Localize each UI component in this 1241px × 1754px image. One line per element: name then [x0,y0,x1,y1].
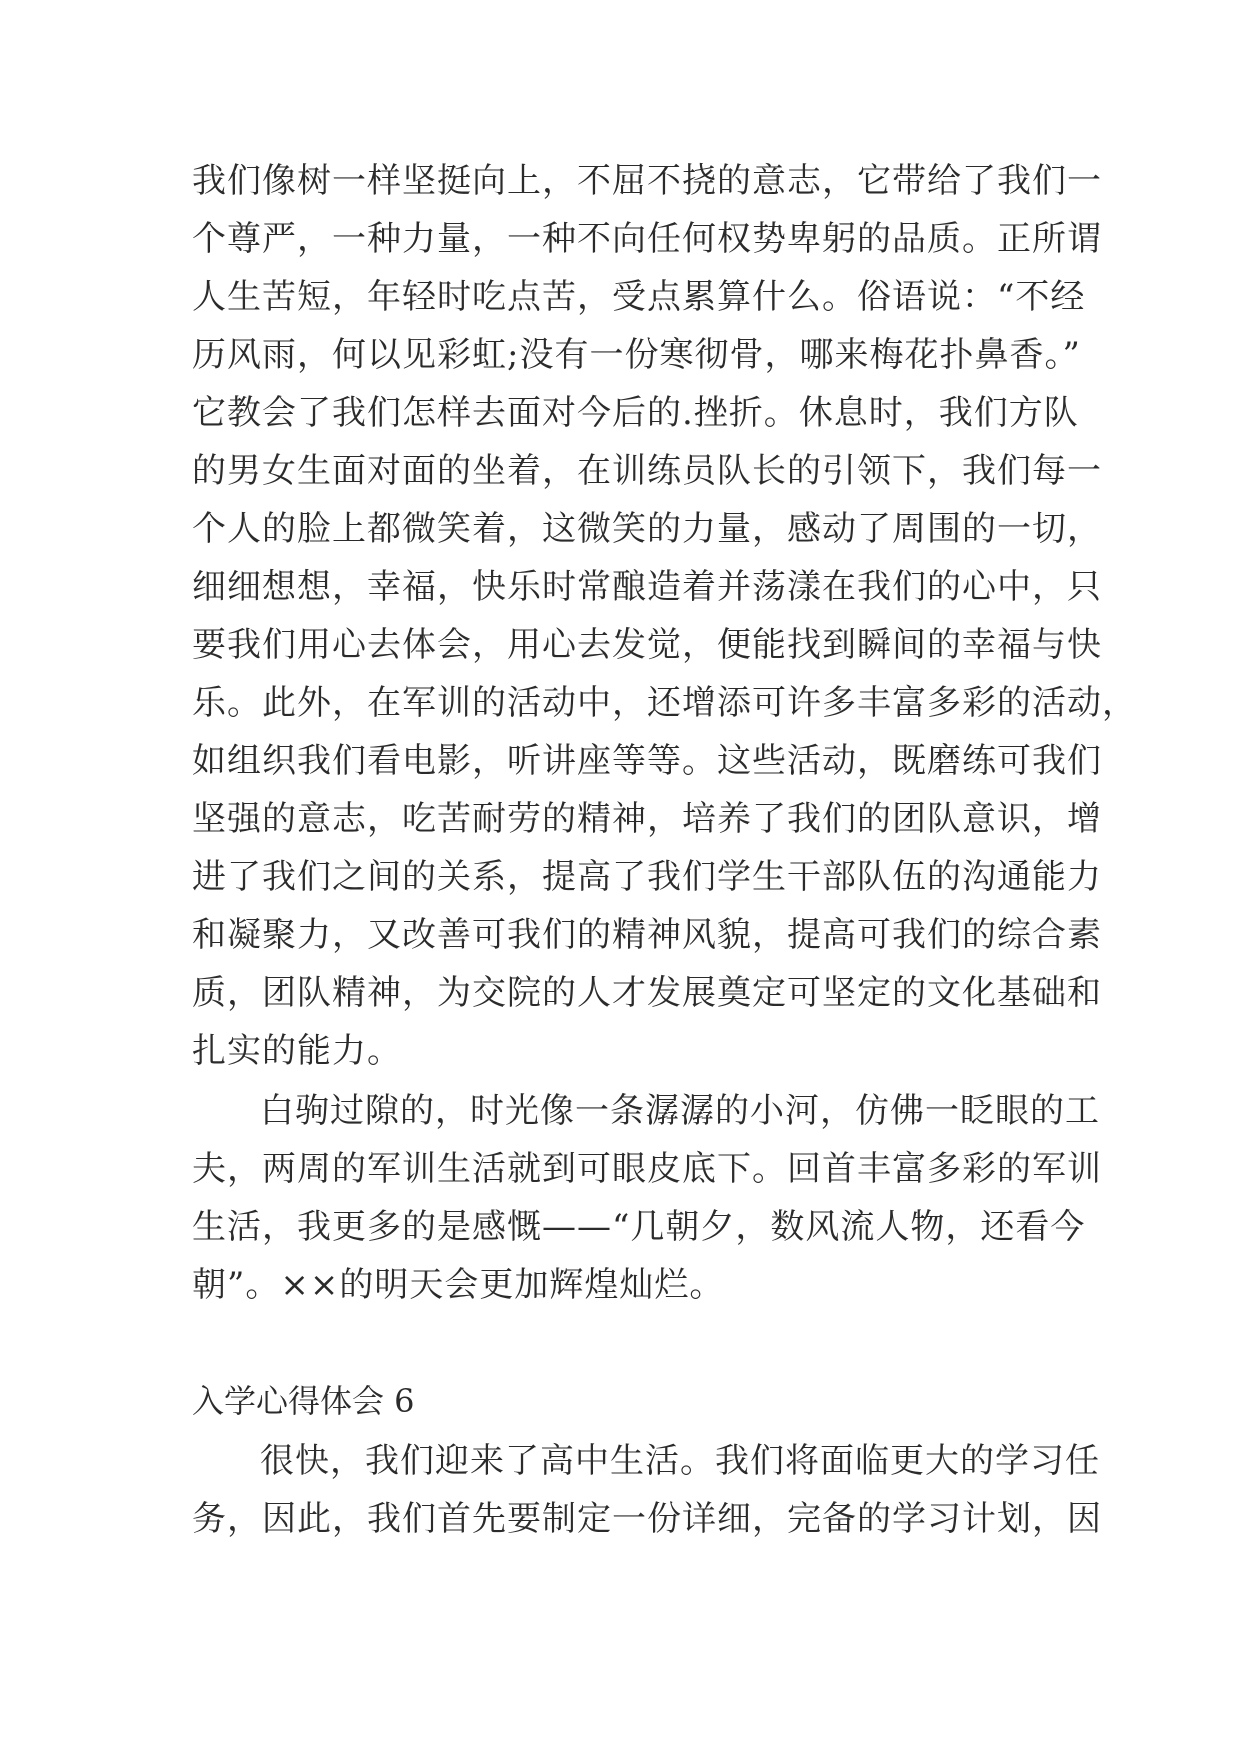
text-line: 朝”。××的明天会更加辉煌灿烂。 [192,1265,725,1305]
text-line: 乐。此外，在军训的活动中，还增添可许多丰富多彩的活动， [192,683,1137,723]
text-line: 如组织我们看电影，听讲座等等。这些活动，既磨练可我们 [192,741,1102,781]
text-line: 的男女生面对面的坐着，在训练员队长的引领下，我们每一 [192,451,1102,491]
text-line: 进了我们之间的关系，提高了我们学生干部队伍的沟通能力 [192,857,1102,897]
text-line: 白驹过隙的，时光像一条潺潺的小河，仿佛一眨眼的工 [260,1091,1100,1131]
text-line: 我们像树一样坚挺向上，不屈不挠的意志，它带给了我们一 [192,161,1102,201]
text-line: 生活，我更多的是感慨——“几朝夕，数风流人物，还看今 [192,1207,1086,1247]
text-line: 质，团队精神，为交院的人才发展奠定可坚定的文化基础和 [192,973,1102,1013]
text-line: 坚强的意志，吃苦耐劳的精神，培养了我们的团队意识，增 [192,799,1102,839]
text-line: 个人的脸上都微笑着，这微笑的力量，感动了周围的一切， [192,509,1102,549]
text-line: 很快，我们迎来了高中生活。我们将面临更大的学习任 [260,1441,1100,1481]
text-line: 务，因此，我们首先要制定一份详细，完备的学习计划，因 [192,1499,1102,1539]
section-heading: 入学心得体会 6 [192,1382,415,1420]
text-line: 个尊严，一种力量，一种不向任何权势卑躬的品质。正所谓 [192,219,1102,259]
text-line: 细细想想，幸福，快乐时常酿造着并荡漾在我们的心中，只 [192,567,1102,607]
text-line: 和凝聚力，又改善可我们的精神风貌，提高可我们的综合素 [192,915,1102,955]
text-line: 要我们用心去体会，用心去发觉，便能找到瞬间的幸福与快 [192,625,1102,665]
text-line: 历风雨，何以见彩虹;没有一份寒彻骨，哪来梅花扑鼻香。” [192,335,1081,375]
text-line: 夫，两周的军训生活就到可眼皮底下。回首丰富多彩的军训 [192,1149,1102,1189]
text-line: 它教会了我们怎样去面对今后的.挫折。休息时，我们方队 [192,393,1079,433]
text-line: 人生苦短，年轻时吃点苦，受点累算什么。俗语说：“不经 [192,277,1086,317]
text-line: 扎实的能力。 [192,1031,402,1071]
